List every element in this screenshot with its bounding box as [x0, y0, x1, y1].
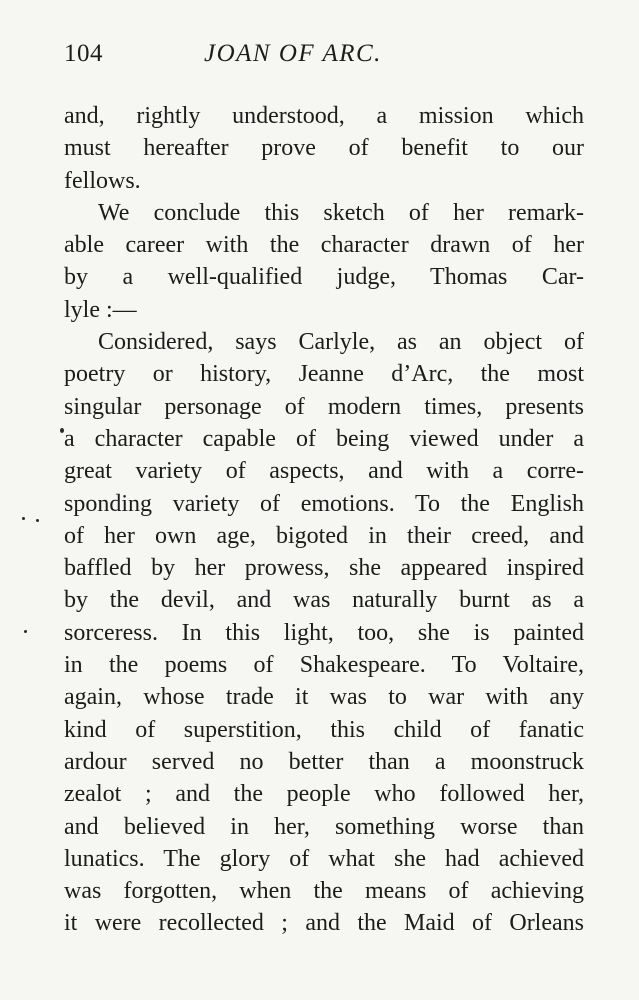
- body-text: [64, 100, 584, 940]
- text-line: and believed in her, something worse than: [64, 813, 584, 840]
- text-line: great variety of aspects, and with a corre-: [64, 458, 584, 485]
- text-line: baffled by her prowess, she appeared inspired: [64, 555, 584, 582]
- text-line: able career with the character drawn of her: [64, 232, 584, 259]
- text-line: Considered, says Carlyle, as an object of: [98, 329, 584, 356]
- text-line: lyle :—: [64, 296, 137, 323]
- text-line: must hereafter prove of benefit to our: [64, 135, 584, 162]
- text-line: zealot ; and the people who followed her,: [64, 781, 584, 808]
- page-number: 104: [64, 40, 103, 67]
- text-line: kind of superstition, this child of fanatic: [64, 716, 584, 743]
- margin-speck: [36, 519, 39, 522]
- text-line: of her own age, bigoted in their creed, and: [64, 522, 584, 549]
- text-line: sorceress. In this light, too, she is painted: [64, 619, 584, 646]
- running-title: JOAN OF ARC.: [204, 40, 382, 67]
- text-line: We conclude this sketch of her remark-: [98, 199, 584, 226]
- text-line: sponding variety of emotions. To the English: [64, 490, 584, 517]
- margin-speck: [22, 517, 25, 520]
- text-line: and, rightly understood, a mission which: [64, 103, 584, 129]
- text-line: ardour served no better than a moonstruck: [64, 748, 584, 775]
- text-line: fellows.: [64, 167, 141, 194]
- text-line: a character capable of being viewed under a: [64, 425, 584, 452]
- text-line: lunatics. The glory of what she had achieved: [64, 845, 584, 872]
- text-line: in the poems of Shakespeare. To Voltaire,: [64, 652, 584, 679]
- text-line: again, whose trade it was to war with any: [64, 684, 584, 711]
- text-line: singular personage of modern times, presents: [64, 393, 584, 420]
- text-line: it were recollected ; and the Maid of Orleans: [64, 910, 584, 937]
- text-line: by the devil, and was naturally burnt as a: [64, 587, 584, 614]
- page-header: [64, 40, 584, 80]
- margin-speck: [60, 428, 64, 433]
- margin-speck: [24, 630, 27, 633]
- text-line: poetry or history, Jeanne d’Arc, the most: [64, 361, 584, 388]
- text-line: was forgotten, when the means of achieving: [64, 878, 584, 905]
- text-line: by a well-qualified judge, Thomas Car-: [64, 264, 584, 291]
